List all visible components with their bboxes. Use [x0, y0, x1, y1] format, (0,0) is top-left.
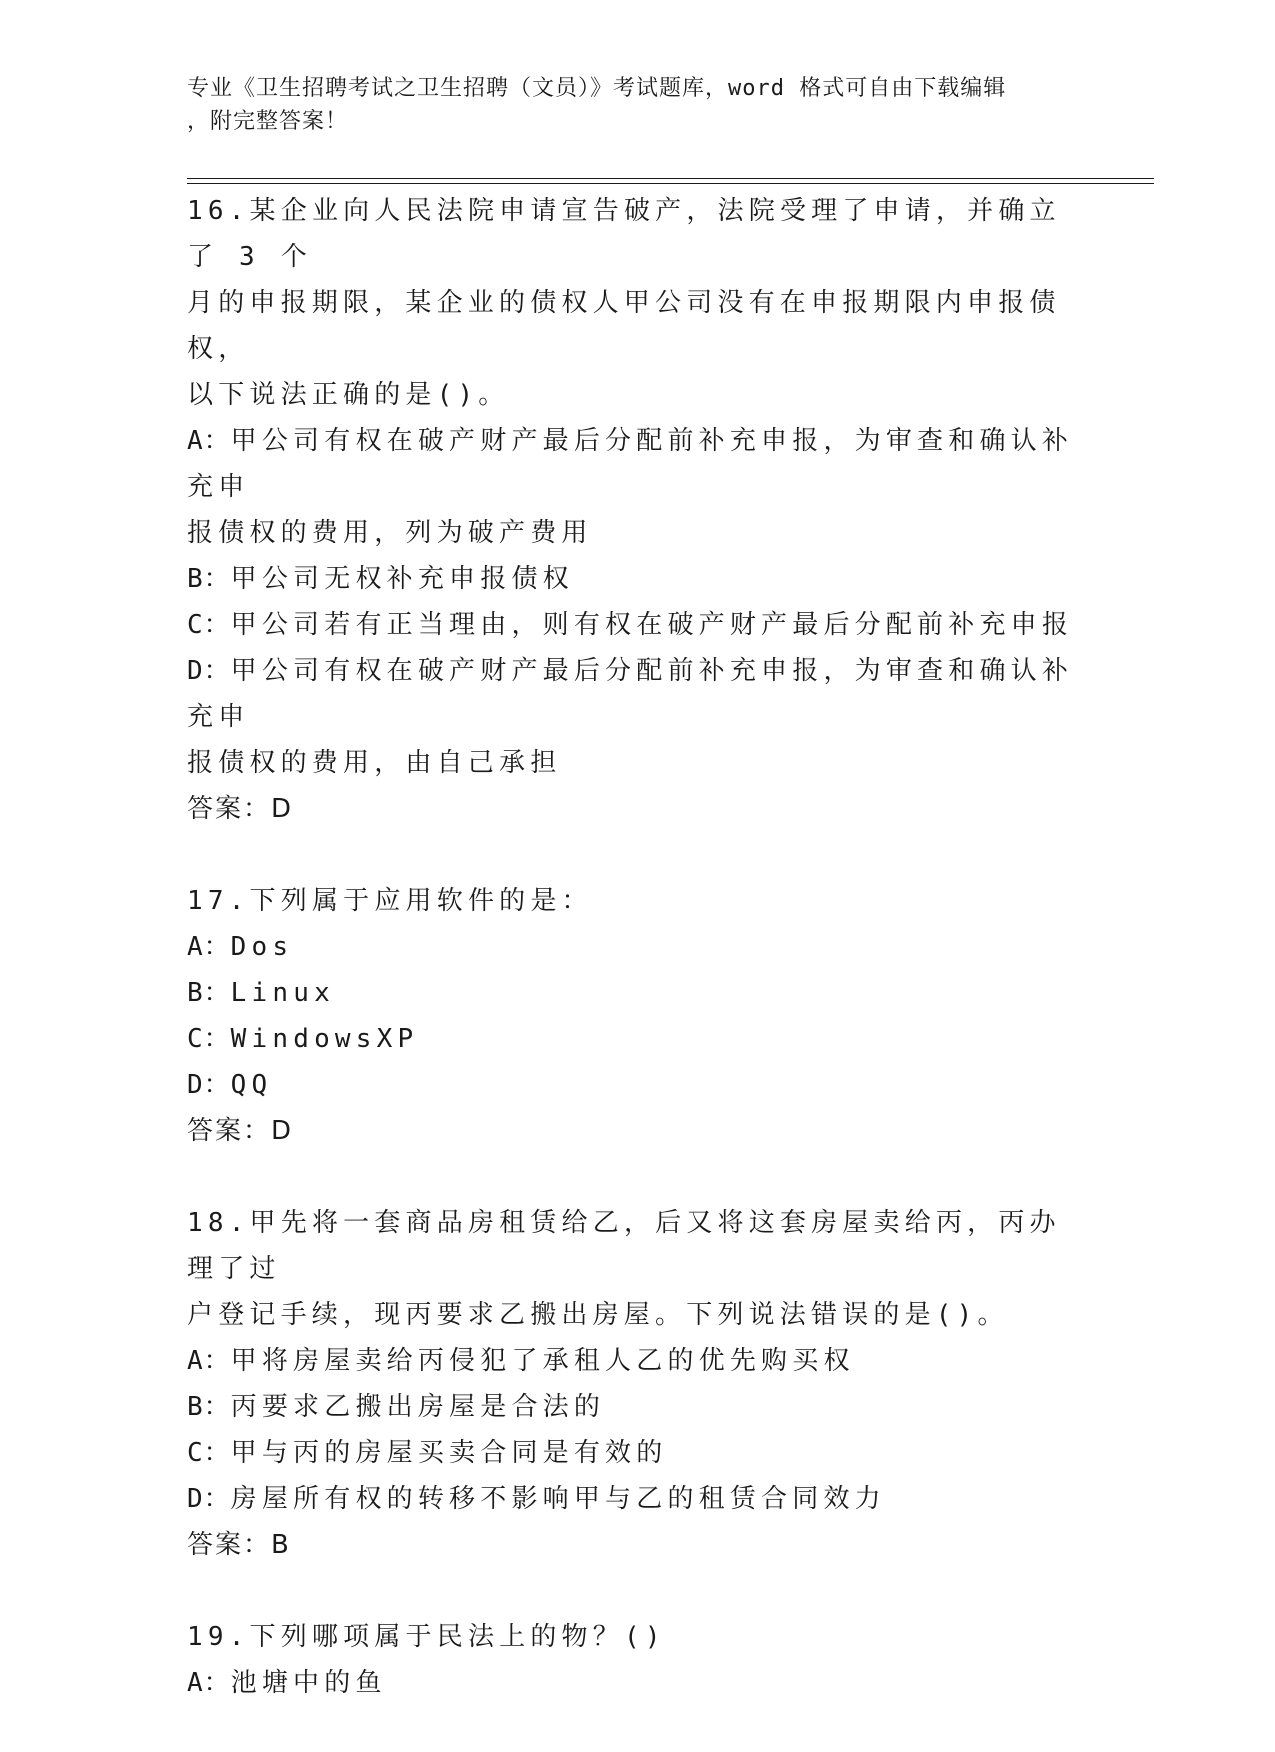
option-text: WindowsXP — [230, 1024, 419, 1054]
option-label: C： — [187, 1438, 231, 1468]
option-label: D： — [187, 1484, 231, 1514]
option-label: B： — [187, 1392, 231, 1422]
option-text: 甲公司有权在破产财产最后分配前补充申报，为审查和确认补充申 — [187, 426, 1074, 502]
question-19 — [187, 1614, 1087, 1706]
question-17 — [187, 878, 1087, 1154]
option-d — [187, 1062, 1087, 1108]
option-text: 房屋所有权的转移不影响甲与乙的租赁合同效力 — [230, 1484, 886, 1514]
option-label: A： — [187, 1668, 231, 1698]
option-a — [187, 1338, 1087, 1384]
option-label: B： — [187, 978, 231, 1008]
option-text: 报债权的费用，由自己承担 — [187, 748, 562, 778]
question-text: 19.下列哪项属于民法上的物？() — [187, 1622, 666, 1652]
option-text: Dos — [230, 932, 294, 962]
option-d — [187, 1476, 1087, 1522]
header-line-2: ，附完整答案！ — [187, 109, 349, 134]
option-text: 池塘中的鱼 — [230, 1668, 387, 1698]
question-text: 以下说法正确的是()。 — [187, 380, 510, 410]
question-list — [187, 188, 1087, 1752]
option-text: 甲公司有权在破产财产最后分配前补充申报，为审查和确认补充申 — [187, 656, 1074, 732]
option-label: B： — [187, 564, 231, 594]
option-text: 丙要求乙搬出房屋是合法的 — [230, 1392, 606, 1422]
option-text: 甲公司若有正当理由，则有权在破产财产最后分配前补充申报 — [230, 610, 1074, 640]
question-text: 18.甲先将一套商品房租赁给乙，后又将这套房屋卖给丙，丙办理了过 — [187, 1208, 1061, 1284]
option-c — [187, 1430, 1087, 1476]
header-line-1: 专业《卫生招聘考试之卫生招聘（文员）》考试题库，word 格式可自由下载编辑 — [187, 76, 1007, 101]
option-label: A： — [187, 1346, 231, 1376]
option-a — [187, 418, 1087, 556]
question-text: 月的申报期限，某企业的债权人甲公司没有在申报期限内申报债权， — [187, 288, 1061, 364]
option-label: D： — [187, 656, 231, 686]
document-header — [187, 72, 1067, 138]
option-a — [187, 1660, 1087, 1706]
question-16 — [187, 188, 1087, 832]
option-text: 报债权的费用，列为破产费用 — [187, 518, 593, 548]
question-18 — [187, 1200, 1087, 1568]
answer: 答案：D — [187, 794, 294, 824]
question-text: 户登记手续，现丙要求乙搬出房屋。下列说法错误的是()。 — [187, 1300, 1009, 1330]
option-b — [187, 556, 1087, 602]
option-label: A： — [187, 932, 231, 962]
option-label: C： — [187, 1024, 231, 1054]
option-text: 甲将房屋卖给丙侵犯了承租人乙的优先购买权 — [230, 1346, 855, 1376]
answer: 答案：D — [187, 1116, 294, 1146]
option-label: A： — [187, 426, 231, 456]
question-text: 16.某企业向人民法院申请宣告破产，法院受理了申请，并确立了 3 个 — [187, 196, 1061, 272]
header-divider — [187, 178, 1154, 184]
option-b — [187, 1384, 1087, 1430]
option-text: 甲与丙的房屋买卖合同是有效的 — [230, 1438, 668, 1468]
answer: 答案：B — [187, 1530, 291, 1560]
option-a — [187, 924, 1087, 970]
option-text: 甲公司无权补充申报债权 — [230, 564, 574, 594]
option-b — [187, 970, 1087, 1016]
option-label: D： — [187, 1070, 231, 1100]
option-d — [187, 648, 1087, 786]
option-text: Linux — [230, 978, 335, 1008]
option-c — [187, 602, 1087, 648]
option-c — [187, 1016, 1087, 1062]
question-text: 17.下列属于应用软件的是： — [187, 886, 593, 916]
option-text: QQ — [230, 1070, 273, 1100]
option-label: C： — [187, 610, 231, 640]
